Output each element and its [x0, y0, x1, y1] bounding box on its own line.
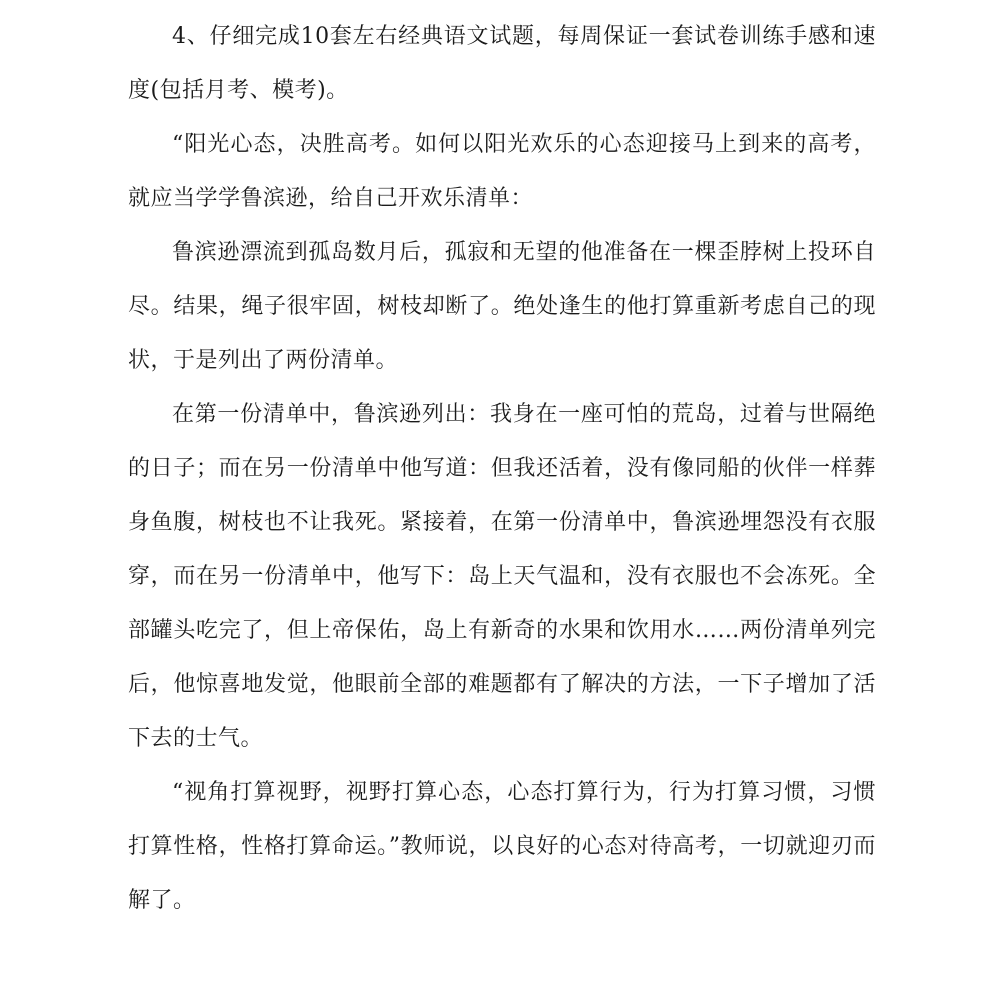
paragraph-two-lists: 在第一份清单中，鲁滨逊列出：我身在一座可怕的荒岛，过着与世隔绝的日子；而在另一份清单中他写道：但我还活着，没有像同船的伙伴一样葬身鱼腹，树枝也不让我死。紧接着，在第一份清单中，鲁滨逊埋怨没有衣服穿，而在另一份清单中，他写下：岛上天气温和，没有衣服也不会冻死。全部罐头吃完了，但上帝保佑，岛上有新奇的水果和饮用水……两份清单列完后，他惊喜地发觉，他眼前全部的难题都有了解决的方法，一下子增加了活下去的士气。 [128, 402, 876, 751]
paragraph-robinson-island: 鲁滨逊漂流到孤岛数月后，孤寂和无望的他准备在一棵歪脖树上投环自尽。结果，绳子很牢固，树枝却断了。绝处逢生的他打算重新考虑自己的现状，于是列出了两份清单。 [128, 240, 876, 373]
paragraph-sunny-mindset: “阳光心态，决胜高考。如何以阳光欢乐的心态迎接马上到来的高考，就应当学学鲁滨逊，给自己开欢乐清单： [128, 132, 876, 211]
document-body [128, 10, 876, 928]
paragraph-exam-practice: 4、仔细完成10套左右经典语文试题，每周保证一套试卷训练手感和速度(包括月考、模考)。 [128, 24, 876, 103]
paragraph-perspective-quote: “视角打算视野，视野打算心态，心态打算行为，行为打算习惯，习惯打算性格，性格打算命运。”教师说，以良好的心态对待高考，一切就迎刃而解了。 [128, 780, 876, 913]
